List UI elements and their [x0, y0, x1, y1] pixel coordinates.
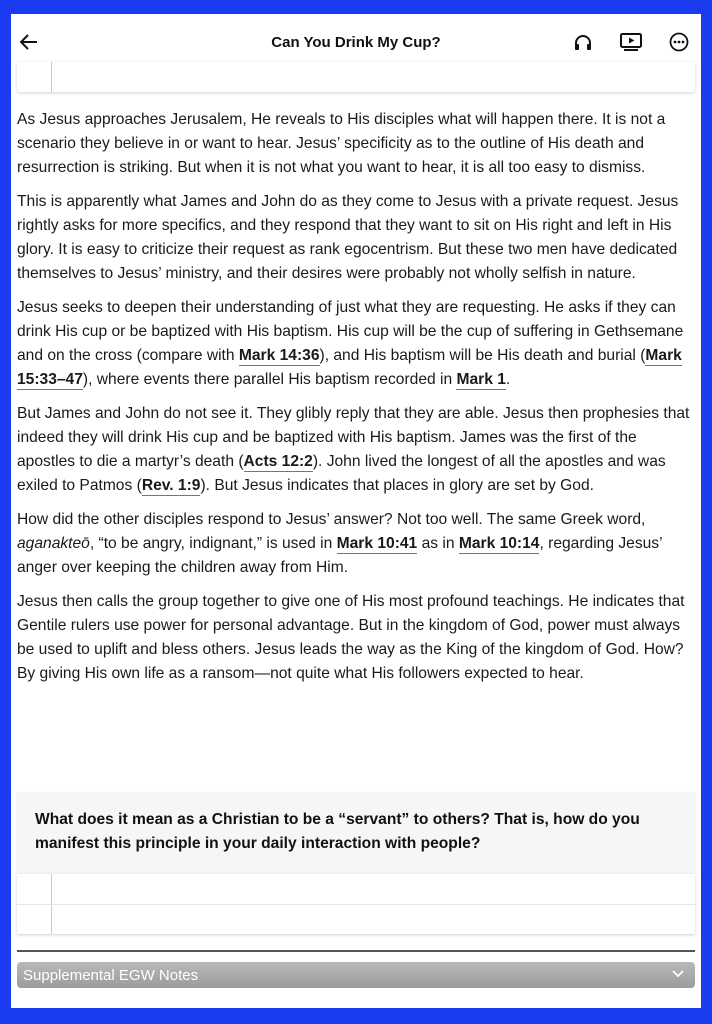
paragraph-text: As Jesus approaches Jerusalem, He reveals to His disciples what will happen there. It is not a scenario they believe in or want to hear. Jesus’ specificity as to the outline of His death and resurrection is striking. But when it is not what you want to hear, it is all too easy to dismiss. — [17, 111, 666, 176]
paragraph-text: , “to be angry, indignant,” is used in — [89, 535, 337, 552]
lesson-paragraph — [17, 508, 693, 580]
paragraph-text: But James and John do not see it. They glibly reply that they are able. Jesus then prophesies that indeed they will drink His cup and be baptized with His baptism. James was the first of the apostles to die a martyr’s death ( — [17, 405, 690, 470]
paragraph-text: as in — [417, 535, 459, 552]
video-play-icon[interactable] — [619, 30, 643, 54]
scripture-reference-link[interactable]: Mark 14:36 — [238, 347, 320, 364]
greek-word: aganakteō — [17, 535, 90, 552]
header-actions — [571, 30, 691, 54]
paragraph-text: This is apparently what James and John do as they come to Jesus with a private request. Jesus rightly asks for more specifics, and they respond that they want to sit on His right and left in His glory. It is easy to criticize their request as rank egocentrism. But these two men have dedicated themselves to Jesus’ ministry, and their desires were probably not wholly selfish in nature. — [17, 193, 679, 282]
supplemental-label: Supplemental EGW Notes — [23, 966, 199, 984]
lesson-paragraph — [17, 590, 693, 686]
paragraph-text: Jesus seeks to deepen their understanding of just what they are requesting. He asks if they can drink His cup or be baptized with His baptism. His cup will be the cup of suffering in Gethsemane and on the cross (compare with — [17, 299, 684, 364]
lesson-paragraph — [17, 402, 693, 498]
scripture-reference-link[interactable]: Rev. 1:9 — [141, 477, 201, 494]
lesson-paragraph — [17, 296, 693, 392]
answer-notes-field[interactable] — [17, 874, 695, 934]
lesson-paragraph — [17, 108, 693, 180]
paragraph-text: ), where events there parallel His baptism recorded in — [82, 371, 457, 388]
section-divider — [17, 950, 695, 952]
notes-area-top[interactable] — [17, 62, 695, 92]
paragraph-text: Jesus then calls the group together to give one of His most profound teachings. He indicates that Gentile rulers use power for personal advantage. But in the kingdom of God, power must always be used to uplift and bless others. Jesus leads the way as the King of the kingdom of God. How? By giving His own life as a ransom—not quite what His followers expected to hear. — [17, 593, 685, 682]
scripture-reference-link[interactable]: Mark 1 — [456, 371, 506, 388]
paragraph-text: , regarding Jesus’ anger over keeping the children away from Him. — [17, 535, 662, 576]
paragraph-text: ), and His baptism will be His death and burial ( — [319, 347, 646, 364]
back-arrow-icon[interactable] — [17, 30, 41, 54]
scripture-reference-link[interactable]: Mark 10:14 — [458, 535, 540, 552]
paragraph-text: . — [505, 371, 511, 388]
scripture-reference-link[interactable]: Mark 15:33–47 — [17, 347, 682, 388]
headphones-icon[interactable] — [571, 30, 595, 54]
paragraph-text: ). John lived the longest of all the apostles and was exiled to Patmos ( — [17, 453, 666, 494]
scripture-reference-link[interactable]: Mark 10:41 — [336, 535, 418, 552]
page-title: Can You Drink My Cup? — [271, 33, 441, 51]
chevron-down-icon — [671, 967, 685, 981]
lesson-content — [17, 108, 693, 696]
notes-margin-line — [51, 62, 52, 92]
supplemental-egw-notes-toggle[interactable] — [17, 962, 695, 988]
scripture-reference-link[interactable]: Acts 12:2 — [243, 453, 313, 470]
lesson-paragraph — [17, 190, 693, 286]
discussion-question-box — [17, 792, 695, 874]
paragraph-text: How did the other disciples respond to Jesus’ answer? Not too well. The same Greek word, — [17, 511, 646, 528]
notes-rule-line — [17, 904, 695, 905]
paragraph-text: ). But Jesus indicates that places in glory are set by God. — [200, 477, 594, 494]
more-options-icon[interactable] — [667, 30, 691, 54]
app-window — [11, 14, 701, 1008]
discussion-question: What does it mean as a Christian to be a “servant” to others? That is, how do you manifest this principle in your daily interaction with people? — [35, 811, 640, 852]
